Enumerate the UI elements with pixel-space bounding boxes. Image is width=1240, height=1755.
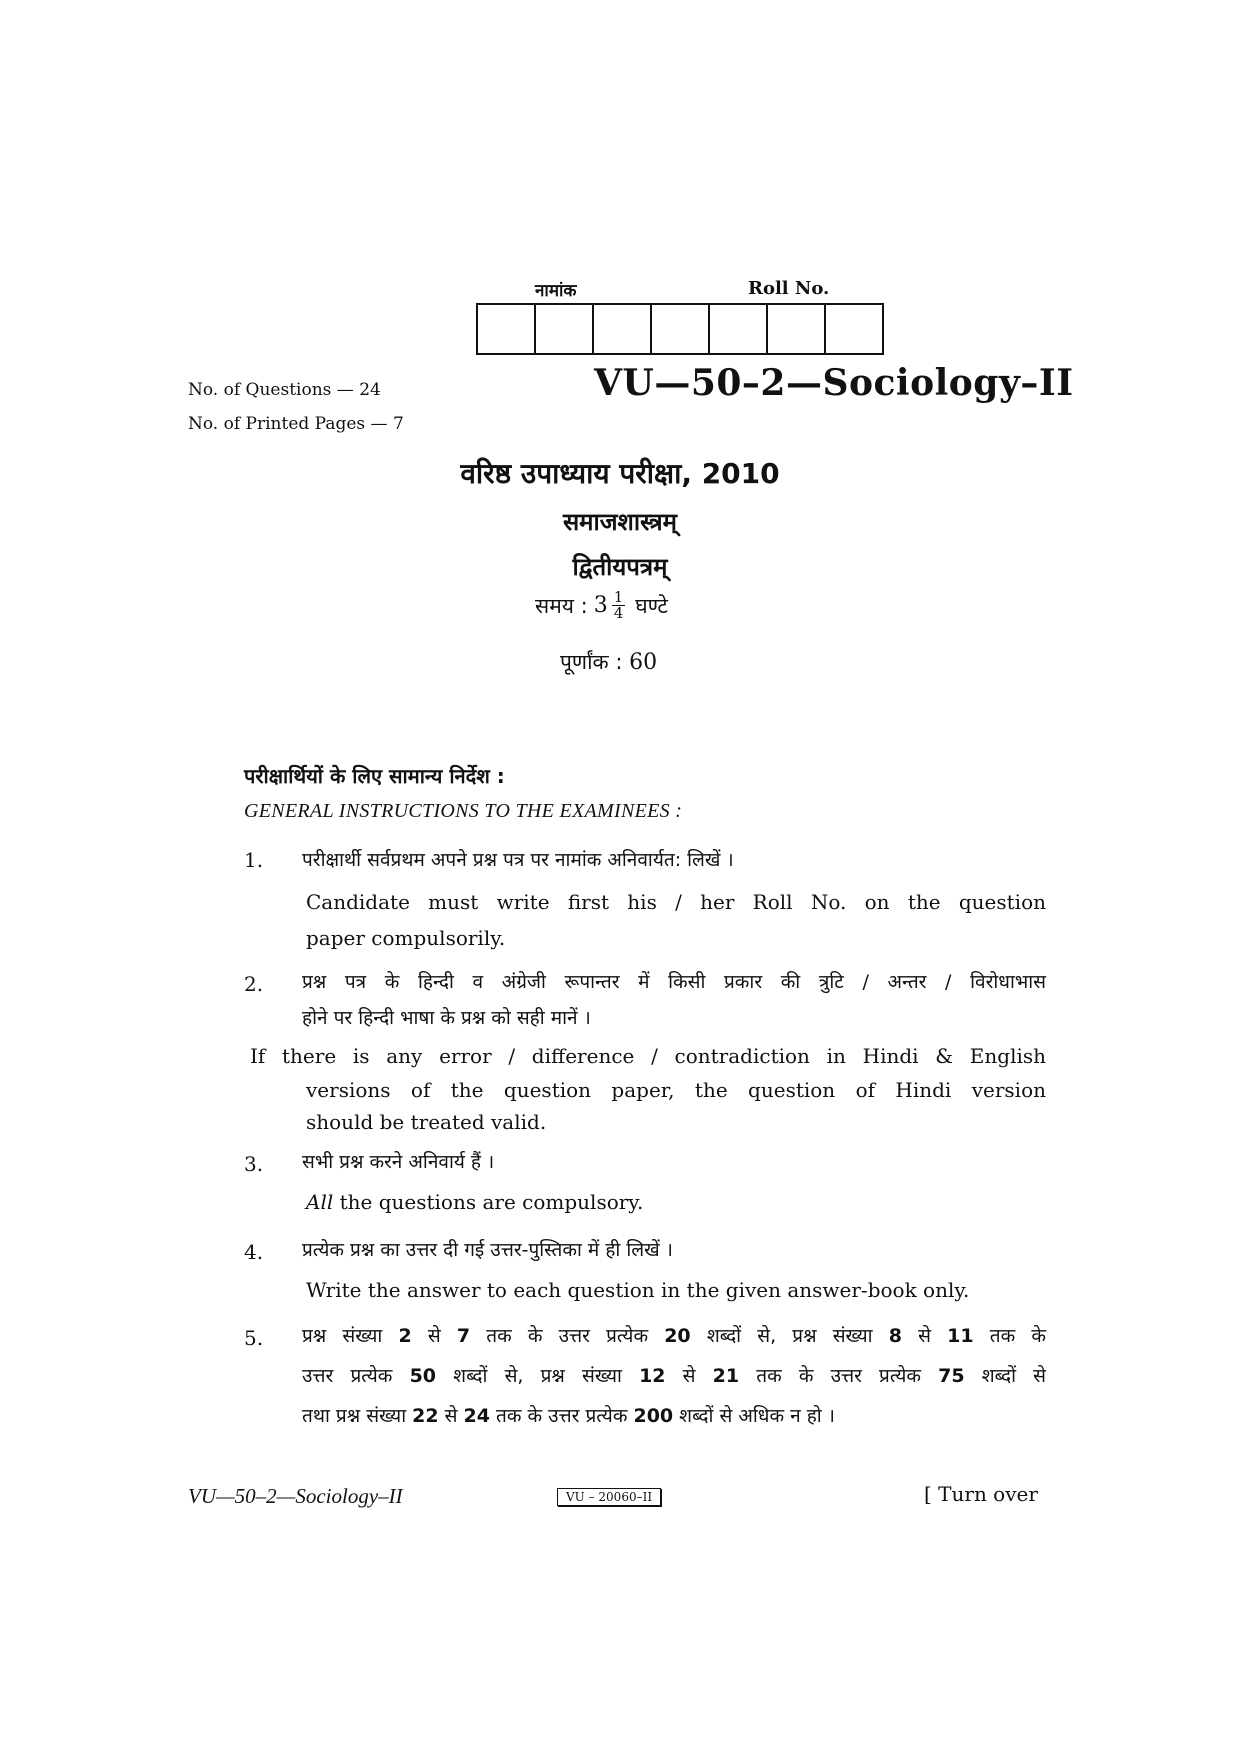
instructions-heading-english: GENERAL INSTRUCTIONS TO THE EXAMINEES :: [244, 800, 683, 822]
roll-digit-box[interactable]: [708, 303, 768, 355]
instruction-3-english-rest: the questions are compulsory.: [333, 1190, 644, 1214]
text: से: [411, 1325, 457, 1347]
text: तथा प्रश्न संख्या: [302, 1405, 413, 1427]
text: तक के: [973, 1325, 1046, 1347]
number: 8: [888, 1325, 902, 1347]
roll-digit-box[interactable]: [534, 303, 594, 355]
roll-digit-box[interactable]: [592, 303, 652, 355]
instruction-number: 2.: [244, 972, 264, 996]
turn-over: [ Turn over: [924, 1482, 1038, 1506]
instruction-5-line-1: [302, 1322, 1046, 1348]
paper-code: VU—50–2—Sociology–II: [594, 362, 1074, 404]
text: से: [902, 1325, 948, 1347]
text: से: [665, 1365, 713, 1387]
emphasis-all: All: [306, 1190, 334, 1214]
instruction-5-line-3: [302, 1402, 835, 1428]
instruction-2-english-cont: should be treated valid.: [306, 1110, 547, 1134]
number: 12: [639, 1365, 666, 1387]
text: शब्दों से, प्रश्न संख्या: [436, 1365, 640, 1387]
num-questions: No. of Questions — 24: [188, 380, 381, 400]
text: प्रश्न संख्या: [302, 1325, 399, 1347]
marks-label: पूर्णांक :: [560, 650, 623, 674]
number: 200: [633, 1405, 674, 1427]
instruction-3-hindi: सभी प्रश्न करने अनिवार्य हैं ।: [302, 1151, 495, 1173]
footer-box-code: VU – 20060–II: [557, 1488, 661, 1506]
number: 7: [456, 1325, 471, 1347]
roll-label-english: Roll No.: [748, 278, 830, 299]
number: 75: [938, 1365, 965, 1387]
instruction-number: 5.: [244, 1326, 264, 1350]
text: तक के उत्तर प्रत्येक: [470, 1325, 665, 1347]
text: शब्दों से, प्रश्न संख्या: [690, 1325, 889, 1347]
time-fraction: [612, 590, 626, 621]
text: तक के उत्तर प्रत्येक: [490, 1405, 634, 1427]
text: तक के उत्तर प्रत्येक: [739, 1365, 939, 1387]
instruction-number: 3.: [244, 1152, 264, 1176]
instruction-number: 4.: [244, 1240, 264, 1264]
instructions-heading-hindi: परीक्षार्थियों के लिए सामान्य निर्देश :: [244, 764, 505, 788]
number: 50: [409, 1365, 437, 1387]
number: 24: [463, 1405, 490, 1427]
time-numerator: 1: [613, 588, 624, 606]
roll-digit-box[interactable]: [766, 303, 826, 355]
roll-digit-box[interactable]: [824, 303, 884, 355]
instruction-5-line-2: [302, 1362, 1046, 1388]
full-marks: [560, 648, 657, 676]
number: 21: [712, 1365, 740, 1387]
instruction-2-english: If there is any error / difference / contradiction in Hindi & English: [250, 1044, 1046, 1068]
number: 22: [412, 1405, 439, 1427]
instruction-1-hindi: परीक्षार्थी सर्वप्रथम अपने प्रश्न पत्र पर नामांक अनिवार्यत: लिखें ।: [302, 849, 734, 871]
text: से: [438, 1405, 464, 1427]
instruction-3-english: [306, 1190, 643, 1214]
text: शब्दों से अधिक न हो ।: [673, 1405, 835, 1427]
roll-digit-box[interactable]: [650, 303, 710, 355]
time-denominator: 4: [613, 604, 624, 622]
number: 20: [664, 1325, 691, 1347]
instruction-2-hindi: प्रश्न पत्र के हिन्दी व अंग्रेजी रूपान्तर में किसी प्रकार की त्रुटि / अन्तर / विरोधाभास: [302, 971, 1046, 993]
time-label: समय :: [535, 593, 588, 618]
instruction-2-english-cont: versions of the question paper, the question of Hindi version: [306, 1078, 1046, 1102]
exam-subject: समाजशास्त्रम्: [562, 508, 678, 536]
roll-label-hindi: नामांक: [535, 281, 577, 301]
exam-time: [535, 590, 668, 621]
instruction-4-english: Write the answer to each question in the given answer-book only.: [306, 1278, 970, 1302]
instruction-2-hindi-cont: होने पर हिन्दी भाषा के प्रश्न को सही मानें ।: [302, 1007, 591, 1029]
instruction-4-hindi: प्रत्येक प्रश्न का उत्तर दी गई उत्तर-पुस्तिका में ही लिखें ।: [302, 1239, 673, 1261]
marks-value: 60: [629, 650, 658, 675]
instruction-number: 1.: [244, 848, 264, 872]
num-printed-pages: No. of Printed Pages — 7: [188, 414, 404, 434]
exam-paper: द्वितीयपत्रम्: [572, 553, 668, 581]
number: 11: [947, 1325, 974, 1347]
text: उत्तर प्रत्येक: [302, 1365, 410, 1387]
roll-digit-box[interactable]: [476, 303, 536, 355]
instruction-1-english-cont: paper compulsorily.: [306, 926, 506, 950]
instruction-1-english: Candidate must write first his / her Roll No. on the question: [306, 890, 1046, 914]
exam-title: वरिष्ठ उपाध्याय परीक्षा, 2010: [460, 457, 780, 490]
text: शब्दों से: [964, 1365, 1046, 1387]
time-whole: 3: [593, 593, 608, 618]
roll-number-boxes: [478, 303, 884, 355]
number: 2: [398, 1325, 412, 1347]
footer-paper-code: VU—50–2—Sociology–II: [188, 1484, 403, 1508]
time-unit: घण्टे: [635, 593, 668, 618]
